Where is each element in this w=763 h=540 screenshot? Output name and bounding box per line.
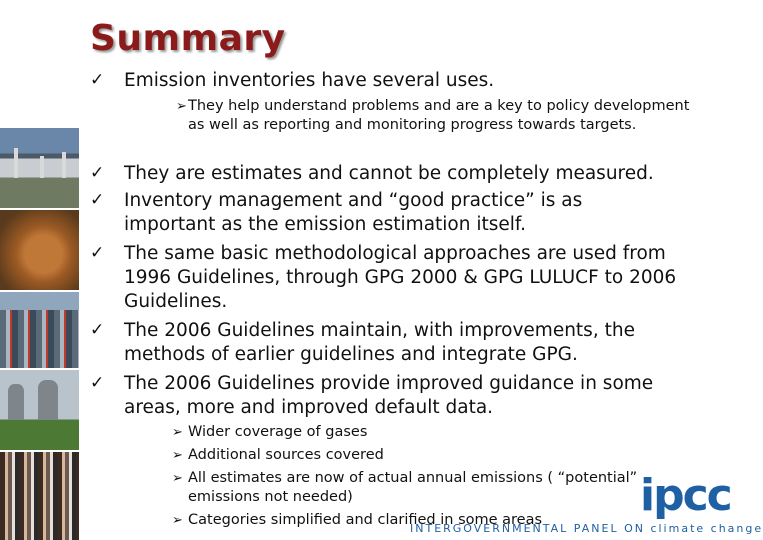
- check-icon: ✓: [90, 190, 105, 210]
- cooling-tower: [38, 380, 58, 420]
- arrow-bullet-icon: ➢: [172, 513, 183, 528]
- arrow-bullet-icon: ➢: [172, 471, 183, 486]
- highland-cow-photo: [0, 210, 79, 290]
- cooling-towers-photo: [0, 370, 79, 450]
- check-icon: ✓: [90, 373, 105, 393]
- industrial-plant-photo: [0, 128, 79, 208]
- sub-bullet-categories: Categories simplified and clarified in some areas: [188, 512, 543, 528]
- arrow-bullet-icon: ➢: [176, 99, 187, 114]
- cooling-tower: [8, 384, 24, 420]
- check-icon: ✓: [90, 320, 105, 340]
- smokestack: [40, 156, 44, 178]
- bullet-estimates: They are estimates and cannot be completely measured.: [124, 163, 654, 184]
- ipcc-tagline: INTERGOVERNMENTAL PANEL ON climate change: [410, 522, 763, 535]
- slide-title: Summary: [90, 18, 286, 59]
- check-icon: ✓: [90, 163, 105, 183]
- sky: [0, 292, 79, 310]
- arrow-bullet-icon: ➢: [172, 425, 183, 440]
- smokestack: [14, 148, 18, 178]
- check-icon: ✓: [90, 70, 105, 90]
- smokestack: [62, 152, 66, 178]
- traffic-jam-photo: [0, 292, 79, 368]
- bullet-2006-maintain: The 2006 Guidelines maintain, with improvements, the methods of earlier guidelines and integrate GPG.: [124, 320, 635, 365]
- sub-bullet-actual-emissions: All estimates are now of actual annual emissions ( “potential” emissions not needed): [188, 470, 638, 505]
- sub-bullet-sources: Additional sources covered: [188, 447, 384, 463]
- bullet-methodological-approaches: The same basic methodological approaches are used from 1996 Guidelines, through GPG 2000 & GPG LULUCF to 2006 Guidelines.: [124, 243, 677, 312]
- bullet-good-practice: Inventory management and “good practice” is as important as the emission estimation itself.: [124, 190, 583, 235]
- check-icon: ✓: [90, 243, 105, 263]
- bullet-emission-inventories: Emission inventories have several uses.: [124, 70, 495, 91]
- bullet-2006-improved: The 2006 Guidelines provide improved guidance in some areas, more and improved default data.: [124, 373, 654, 418]
- sub-bullet-policy: They help understand problems and are a key to policy development as well as reporting and monitoring progress towards targets.: [188, 98, 690, 133]
- ipcc-logo: ipcc: [640, 470, 731, 521]
- arrow-bullet-icon: ➢: [172, 448, 183, 463]
- crowd-photo: [0, 452, 79, 540]
- sub-bullet-gases: Wider coverage of gases: [188, 424, 368, 440]
